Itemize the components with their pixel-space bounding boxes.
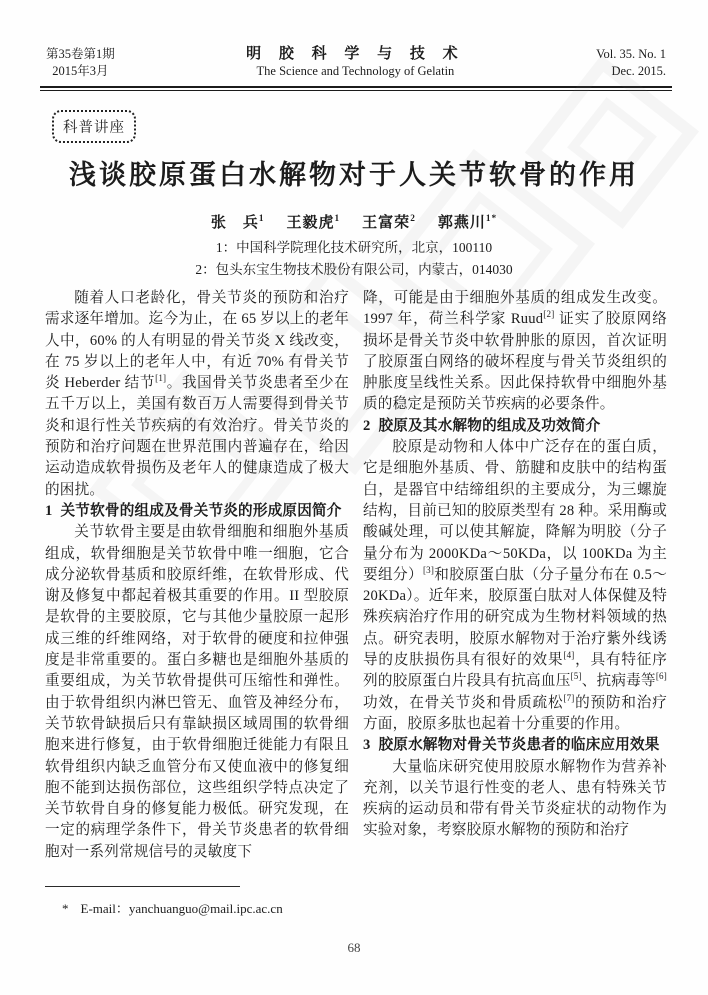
section-number: 1 [45, 502, 53, 519]
footnote-divider [45, 886, 240, 887]
paragraph: 降，可能是由于细胞外基质的组成发生改变。1997 年，荷兰科学家 Ruud[2] 证实了胶原网络损坏是骨关节炎中软骨肿胀的原因，首次证明了胶原蛋白网络的破坏程度与骨关节炎组织的肿胀度呈线性关系。因此保持软骨中细胞外基质的稳定是预防关节疾病的必要条件。 [363, 290, 668, 413]
header-volume-info [596, 46, 666, 80]
paragraph: 大量临床研究使用胶原水解物作为营养补充剂，以关节退行性变的老人、患有特殊关节疾病的运动员和带有骨关节炎症状的动物作为实验对象，考察胶原水解物的预防和治疗 [363, 758, 667, 839]
affiliation-item: 1：中国科学院理化技术研究所，北京，100110 [215, 240, 493, 255]
watermark-mark [525, 55, 699, 229]
paragraph: 胶原是动物和人体中广泛存在的蛋白质，它是细胞外基质、骨、筋腱和皮肤中的结构蛋白，是器官中结缔组织的主要成分，为三螺旋结构，目前已知的胶原类型有 28 种。采用酶或酸碱处理，可以使其解旋，降解为明胶（分子量分布为 2000KDa～50KDa，以 100KDa 为主要组分）[3]和胶原蛋白肽（分子量分布在 0.5～20KDa）。近年来，胶原蛋白肽对人体保健及特殊疾病治疗作用的研究成为生物材料领域的热点。研究表明，胶原水解物对于治疗紫外线诱导的皮肤损伤具有很好的效果[4]，具有特征序列的胶原蛋白片段具有抗高血压[5]、抗病毒等[6]功效，在骨关节炎和骨质疏松[7]的预防和治疗方面，胶原多肽也起着十分重要的作用。 [363, 439, 667, 732]
section-heading: 2 胶原及其水解物的组成及功效简介 [363, 417, 601, 434]
journal-title-en: The Science and Technology of Gelatin [256, 64, 455, 78]
paragraph: 随着人口老龄化，骨关节炎的预防和治疗需求逐年增加。迄今为止，在 65 岁以上的老年人中，60% 的人有明显的骨关节炎 X 线改变，在 75 岁以上的老年人中，有近 70% 有骨关节炎 Heberder 结节[1]。我国骨关节炎患者至少在五千万以上，美国有数百万人需要得到骨关节炎和退行性关节疾病的有效治疗。骨关节炎的预防和治疗问题在世界范围内普遍存在，给因运动造成软骨损伤及老年人的健康造成了极大的困扰。 [45, 290, 349, 498]
section-number: 3 [363, 737, 371, 754]
affiliation-item: 2：包头东宝生物技术股份有限公司，内蒙古，014030 [195, 262, 513, 277]
article-body [45, 288, 667, 863]
page-number: 68 [347, 940, 361, 955]
journal-header [46, 46, 666, 80]
header-journal-name [115, 46, 596, 80]
section-number: 2 [363, 417, 371, 434]
issue-date-cn: 2015年3月 [52, 64, 109, 78]
body-column-left [45, 288, 349, 863]
volume-number-en: Vol. 35. No. 1 [596, 47, 666, 61]
issue-number: 第35卷第1期 [46, 47, 115, 61]
author-name: 郭燕川$^{1*}$ [437, 214, 498, 231]
email-footnote [62, 898, 283, 917]
author-name: 张 兵$^1$ [210, 214, 265, 231]
footnote-marker: * [62, 901, 69, 916]
header-divider [40, 86, 672, 91]
paragraph: 关节软骨主要是由软骨细胞和细胞外基质组成，软骨细胞是关节软骨中唯一细胞，它合成分泌软骨基质和胶原纤维，在软骨形成、代谢及修复中都起着极其重要的作用。II 型胶原是软骨的主要胶原，它与其他少量胶原一起形成三维的纤维网络，对于软骨的硬度和拉伸强度是非常重要的。蛋白多糖也是细胞外基质的重要组成，为关节软骨提供可压缩性和弹性。由于软骨组织内淋巴管无、血管及神经分布，关节软骨缺损后只有靠缺损区域周围的软骨细胞来进行修复，由于软骨细胞迁徙能力有限且软骨组织内缺乏血管分布又使血液中的修复细胞不能到达损伤部位，这些组织学特点决定了关节软骨自身的修复能力极低。研究发现，在一定的病理学条件下，骨关节炎患者的软骨细胞对一系列常规信号的灵敏度下 [45, 524, 349, 860]
section-heading: 3 胶原水解物对骨关节炎患者的临床应用效果 [363, 737, 660, 754]
article-title: 浅谈胶原蛋白水解物对于人关节软骨的作用 [69, 160, 639, 190]
issue-date-en: Dec. 2015. [611, 64, 666, 78]
journal-title-cn: 明 胶 科 学 与 技 术 [246, 46, 465, 62]
author-line [0, 211, 708, 232]
footnote-email-text: E-mail：yanchuanguo@mail.ipc.ac.cn [80, 901, 283, 916]
body-column-right [363, 288, 667, 863]
column-badge: 科普讲座 [52, 110, 136, 143]
section-heading: 1 关节软骨的组成及骨关节炎的形成原因简介 [45, 502, 342, 519]
author-name: 王毅虎$^1$ [286, 214, 341, 231]
header-issue-info [46, 46, 115, 80]
affiliation-list [0, 237, 708, 281]
author-name: 王富荣$^2$ [362, 214, 416, 231]
